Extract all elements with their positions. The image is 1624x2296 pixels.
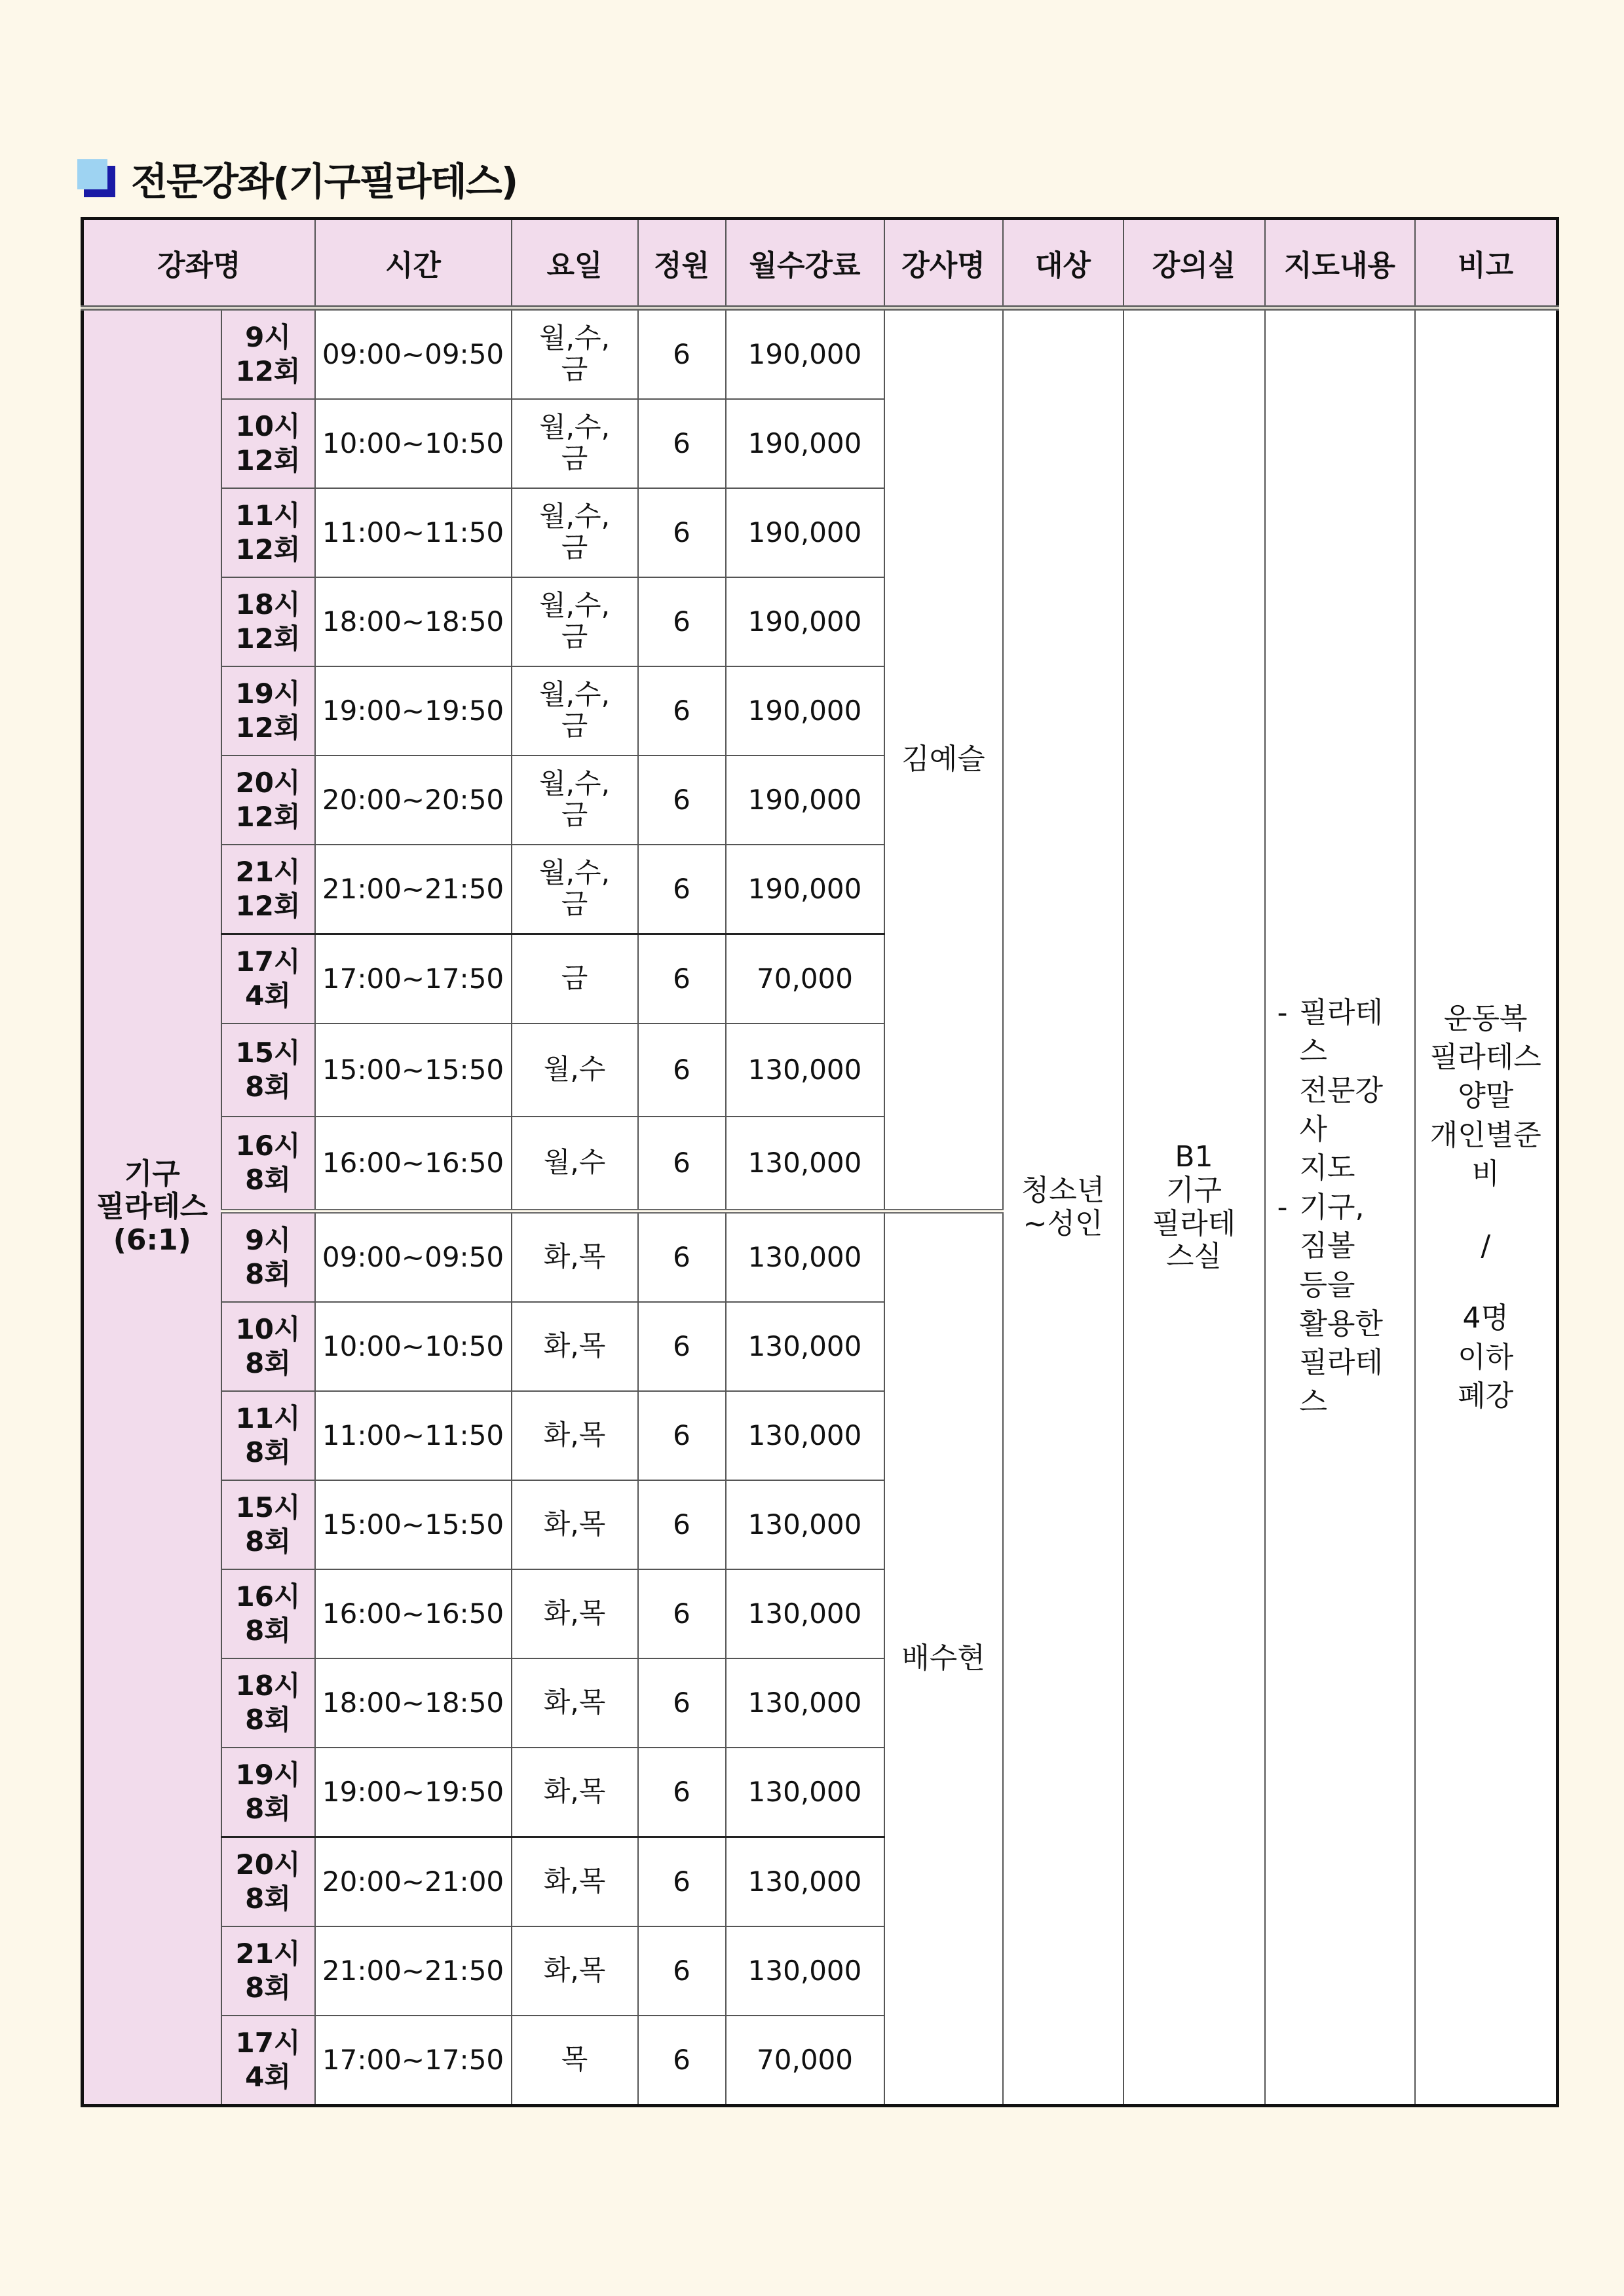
- time-cell: 15:00~15:50: [315, 1024, 512, 1117]
- fee-cell: 130,000: [726, 1926, 884, 2016]
- text-line: 17시: [235, 2026, 301, 2059]
- time-cell: 19:00~19:50: [315, 666, 512, 756]
- text-line: 필라테: [1152, 1206, 1236, 1240]
- days-cell: [512, 845, 638, 934]
- text-line: 12회: [235, 355, 301, 387]
- text-line: 16시: [235, 1580, 301, 1613]
- text-line: 지도: [1299, 1151, 1355, 1185]
- capacity-cell: 6: [638, 1658, 726, 1748]
- text-line: [1416, 1266, 1557, 1299]
- session-cell: [221, 1658, 315, 1748]
- text-line: 화,목: [543, 1240, 606, 1272]
- text-line: 필라테스: [1429, 1041, 1541, 1075]
- text-line: 화,목: [543, 1329, 606, 1362]
- capacity-cell: 6: [638, 934, 726, 1024]
- text-line: /: [1481, 1229, 1491, 1263]
- days-cell: [512, 308, 638, 399]
- days-cell: [512, 666, 638, 756]
- session-cell: [221, 845, 315, 934]
- capacity-cell: 6: [638, 1569, 726, 1658]
- capacity-cell: 6: [638, 308, 726, 399]
- days-cell: [512, 1658, 638, 1748]
- table-body: [83, 308, 1558, 2106]
- session-cell: [221, 934, 315, 1024]
- fee-cell: 130,000: [726, 1024, 884, 1117]
- session-cell: [221, 756, 315, 845]
- days-cell: [512, 1748, 638, 1837]
- text-line: 10시: [235, 410, 301, 442]
- text-line: 21시: [235, 855, 301, 888]
- days-cell: [512, 1569, 638, 1658]
- session-cell: [221, 1480, 315, 1569]
- target-cell: [1003, 308, 1124, 2106]
- room-cell: [1124, 308, 1265, 2106]
- time-cell: 11:00~11:50: [315, 1391, 512, 1480]
- text-line: 화,목: [543, 1864, 606, 1897]
- header-content: 지도내용: [1265, 219, 1415, 309]
- text-line: 필라테: [1299, 995, 1384, 1029]
- text-line: 12회: [235, 801, 301, 833]
- time-cell: 17:00~17:50: [315, 2016, 512, 2106]
- content-bullet: [1266, 993, 1398, 1188]
- course-schedule-table: [81, 217, 1559, 2107]
- course-name-cell: [83, 308, 221, 2106]
- text-line: 금: [561, 353, 588, 385]
- bullet-dash: -: [1277, 995, 1288, 1029]
- capacity-cell: 6: [638, 1302, 726, 1391]
- text-line: 월,수: [543, 1052, 606, 1085]
- text-line: 전문강: [1299, 1073, 1384, 1107]
- time-cell: 15:00~15:50: [315, 1480, 512, 1569]
- text-line: 금: [561, 531, 588, 564]
- text-line: 월,수,: [539, 321, 610, 354]
- text-line: 12회: [235, 533, 301, 565]
- text-line: 등을: [1299, 1268, 1355, 1302]
- days-cell: [512, 1212, 638, 1303]
- capacity-cell: 6: [638, 1024, 726, 1117]
- text-line: 19시: [235, 677, 301, 710]
- days-cell: [512, 577, 638, 666]
- days-cell: [512, 1391, 638, 1480]
- capacity-cell: 6: [638, 1748, 726, 1837]
- text-line: 화,목: [543, 1685, 606, 1718]
- time-cell: 21:00~21:50: [315, 845, 512, 934]
- time-cell: 18:00~18:50: [315, 1658, 512, 1748]
- capacity-cell: 6: [638, 2016, 726, 2106]
- text-line: 화,목: [543, 1596, 606, 1629]
- text-line: 11시: [235, 1402, 301, 1434]
- capacity-cell: 6: [638, 1837, 726, 1927]
- text-line: 8회: [245, 1615, 291, 1647]
- fee-cell: 130,000: [726, 1748, 884, 1837]
- text-line: 월,수,: [539, 856, 610, 889]
- text-line: 12회: [235, 712, 301, 744]
- text-line: 청소년: [1021, 1173, 1105, 1207]
- text-line: 기구: [1166, 1173, 1222, 1207]
- days-cell: [512, 1837, 638, 1927]
- text-line: 18시: [235, 588, 301, 621]
- text-line: 4회: [245, 980, 291, 1012]
- text-line: 8회: [245, 1525, 291, 1558]
- session-cell: [221, 308, 315, 399]
- text-line: 스: [1299, 1035, 1328, 1069]
- capacity-cell: 6: [638, 756, 726, 845]
- session-cell: [221, 399, 315, 488]
- session-cell: [221, 1569, 315, 1658]
- text-line: 17시: [235, 945, 301, 978]
- session-cell: [221, 1212, 315, 1303]
- section-heading: [77, 145, 517, 211]
- session-cell: [221, 1024, 315, 1117]
- session-cell: [221, 1391, 315, 1480]
- text-line: 비: [1471, 1157, 1500, 1191]
- fee-cell: 190,000: [726, 488, 884, 577]
- time-cell: 10:00~10:50: [315, 399, 512, 488]
- text-line: 폐강: [1458, 1379, 1514, 1413]
- text-line: 월,수,: [539, 588, 610, 621]
- session-cell: [221, 488, 315, 577]
- text-line: 화,목: [543, 1774, 606, 1807]
- time-cell: 09:00~09:50: [315, 1212, 512, 1303]
- session-cell: [221, 1837, 315, 1927]
- text-line: 화,목: [543, 1507, 606, 1540]
- days-cell: [512, 1302, 638, 1391]
- text-line: 15시: [235, 1491, 301, 1523]
- text-line: 11시: [235, 499, 301, 531]
- text-line: 금: [561, 799, 588, 831]
- header-monthly-fee: 월수강료: [726, 219, 884, 309]
- text-line: 월,수,: [539, 499, 610, 532]
- text-line: 8회: [245, 1258, 291, 1290]
- time-cell: 19:00~19:50: [315, 1748, 512, 1837]
- fee-cell: 190,000: [726, 399, 884, 488]
- header-room: 강의실: [1124, 219, 1265, 309]
- capacity-cell: 6: [638, 399, 726, 488]
- text-line: (6:1): [113, 1223, 191, 1257]
- time-cell: 11:00~11:50: [315, 488, 512, 577]
- session-cell: [221, 1748, 315, 1837]
- text-line: 8회: [245, 1972, 291, 2004]
- days-cell: [512, 1480, 638, 1569]
- text-line: 18시: [235, 1669, 301, 1702]
- capacity-cell: 6: [638, 1480, 726, 1569]
- content-bullet: [1266, 1188, 1398, 1421]
- text-line: 4회: [245, 2061, 291, 2093]
- text-line: 필라테: [1299, 1346, 1384, 1380]
- text-line: 8회: [245, 1347, 291, 1379]
- header-notes: 비고: [1415, 219, 1558, 309]
- text-line: 20시: [235, 1848, 301, 1881]
- text-line: 개인별준: [1429, 1118, 1541, 1152]
- fee-cell: 130,000: [726, 1212, 884, 1303]
- header-capacity: 정원: [638, 219, 726, 309]
- text-line: 짐볼: [1299, 1229, 1355, 1263]
- text-line: 기구,: [1299, 1190, 1365, 1224]
- table-header-row: [83, 219, 1558, 309]
- bullet-text: [1300, 1188, 1398, 1421]
- text-line: 월,수,: [539, 410, 610, 443]
- session-cell: [221, 666, 315, 756]
- fee-cell: 130,000: [726, 1480, 884, 1569]
- capacity-cell: 6: [638, 1926, 726, 2016]
- days-cell: [512, 1117, 638, 1212]
- text-line: 8회: [245, 1704, 291, 1736]
- text-line: 금: [561, 961, 588, 994]
- text-line: 21시: [235, 1937, 301, 1970]
- text-line: 8회: [245, 1793, 291, 1825]
- time-cell: 20:00~21:00: [315, 1837, 512, 1927]
- capacity-cell: 6: [638, 666, 726, 756]
- fee-cell: 130,000: [726, 1658, 884, 1748]
- days-cell: [512, 756, 638, 845]
- text-line: 16시: [235, 1129, 301, 1162]
- capacity-cell: 6: [638, 577, 726, 666]
- text-line: [1416, 1194, 1557, 1227]
- session-cell: [221, 1926, 315, 2016]
- text-line: 월,수,: [539, 678, 610, 710]
- fee-cell: 190,000: [726, 756, 884, 845]
- text-line: 12회: [235, 622, 301, 655]
- text-line: 19시: [235, 1758, 301, 1791]
- capacity-cell: 6: [638, 1212, 726, 1303]
- time-cell: 16:00~16:50: [315, 1569, 512, 1658]
- capacity-cell: 6: [638, 1117, 726, 1212]
- header-time: 시간: [315, 219, 512, 309]
- content-cell: [1265, 308, 1415, 2106]
- text-line: 8회: [245, 1164, 291, 1196]
- text-line: 금: [561, 710, 588, 742]
- text-line: 금: [561, 888, 588, 920]
- text-line: 20시: [235, 766, 301, 799]
- fee-cell: 130,000: [726, 1837, 884, 1927]
- fee-cell: 130,000: [726, 1569, 884, 1658]
- text-line: 기구: [124, 1157, 180, 1191]
- header-target: 대상: [1003, 219, 1124, 309]
- days-cell: [512, 1024, 638, 1117]
- fee-cell: 130,000: [726, 1391, 884, 1480]
- header-course-name: 강좌명: [83, 219, 315, 309]
- header-instructor: 강사명: [884, 219, 1003, 309]
- text-line: 이하: [1458, 1340, 1514, 1374]
- text-line: 15시: [235, 1036, 301, 1069]
- text-line: 4명: [1462, 1301, 1509, 1335]
- session-cell: [221, 1117, 315, 1212]
- time-cell: 16:00~16:50: [315, 1117, 512, 1212]
- time-cell: 17:00~17:50: [315, 934, 512, 1024]
- days-cell: [512, 934, 638, 1024]
- fee-cell: 190,000: [726, 845, 884, 934]
- fee-cell: 190,000: [726, 577, 884, 666]
- square-bullet-icon: [77, 159, 115, 197]
- text-line: 스: [1299, 1385, 1328, 1419]
- fee-cell: 70,000: [726, 2016, 884, 2106]
- text-line: ~성인: [1023, 1206, 1103, 1240]
- session-cell: [221, 1302, 315, 1391]
- content-list: [1266, 993, 1398, 1421]
- instructor-cell: 배수현: [884, 1212, 1003, 2106]
- fee-cell: 130,000: [726, 1302, 884, 1391]
- section-title: 전문강좌(기구필라테스): [131, 159, 518, 204]
- text-line: 8회: [245, 1883, 291, 1915]
- bullet-text: [1300, 993, 1398, 1188]
- time-cell: 10:00~10:50: [315, 1302, 512, 1391]
- text-line: 화,목: [543, 1418, 606, 1451]
- time-cell: 21:00~21:50: [315, 1926, 512, 2016]
- days-cell: [512, 488, 638, 577]
- bullet-dash: -: [1277, 1190, 1288, 1224]
- text-line: 운동복: [1444, 1001, 1528, 1035]
- text-line: 필라테스: [96, 1190, 208, 1224]
- fee-cell: 190,000: [726, 308, 884, 399]
- text-line: 금: [561, 621, 588, 653]
- session-cell: [221, 577, 315, 666]
- header-days: 요일: [512, 219, 638, 309]
- text-line: 화,목: [543, 1953, 606, 1986]
- text-line: 8회: [245, 1071, 291, 1103]
- text-line: 사: [1299, 1113, 1328, 1147]
- text-line: 목: [561, 2042, 588, 2075]
- time-cell: 09:00~09:50: [315, 308, 512, 399]
- fee-cell: 190,000: [726, 666, 884, 756]
- days-cell: [512, 2016, 638, 2106]
- text-line: 양말: [1458, 1079, 1514, 1113]
- capacity-cell: 6: [638, 845, 726, 934]
- text-line: 월,수: [543, 1145, 606, 1178]
- days-cell: [512, 1926, 638, 2016]
- table-row: [83, 308, 1558, 399]
- notes-cell: [1415, 308, 1558, 2106]
- instructor-cell: 김예슬: [884, 308, 1003, 1212]
- session-cell: [221, 2016, 315, 2106]
- text-line: 8회: [245, 1436, 291, 1468]
- capacity-cell: 6: [638, 488, 726, 577]
- text-line: 10시: [235, 1312, 301, 1345]
- time-cell: 20:00~20:50: [315, 756, 512, 845]
- text-line: 금: [561, 442, 588, 474]
- text-line: 활용한: [1299, 1307, 1384, 1341]
- fee-cell: 130,000: [726, 1117, 884, 1212]
- text-line: 12회: [235, 890, 301, 922]
- text-line: 9시: [245, 1223, 291, 1256]
- text-line: 월,수,: [539, 767, 610, 799]
- time-cell: 18:00~18:50: [315, 577, 512, 666]
- text-line: B1: [1175, 1140, 1213, 1174]
- text-line: 12회: [235, 444, 301, 476]
- text-line: 스실: [1166, 1240, 1222, 1274]
- capacity-cell: 6: [638, 1391, 726, 1480]
- text-line: 9시: [245, 320, 291, 353]
- fee-cell: 70,000: [726, 934, 884, 1024]
- days-cell: [512, 399, 638, 488]
